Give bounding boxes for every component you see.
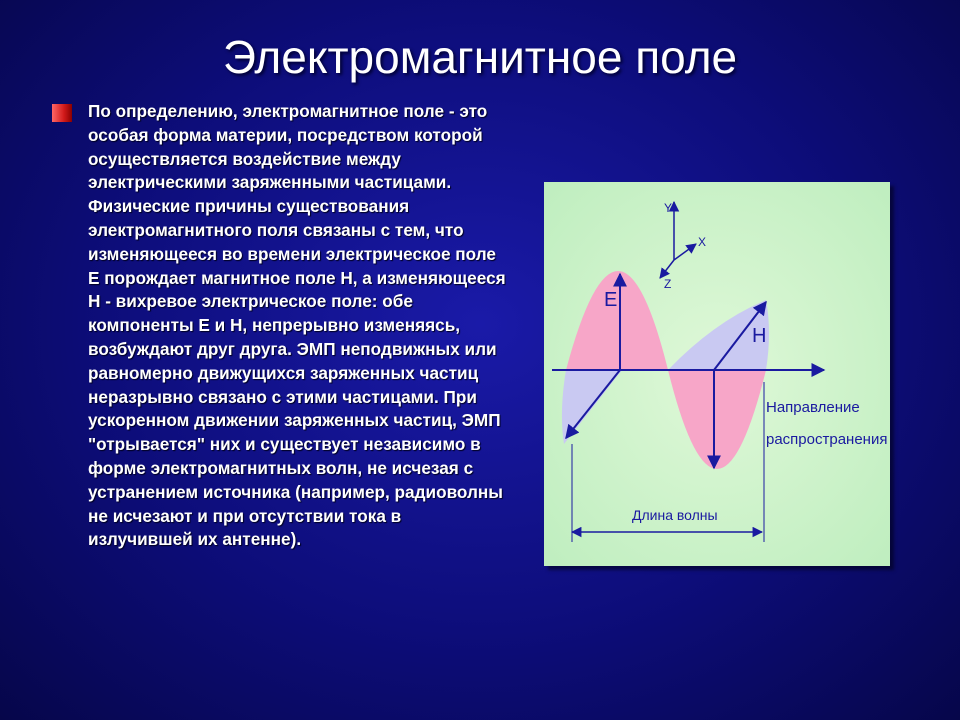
direction-label-line1: Направление	[766, 399, 860, 416]
h-label: H	[752, 325, 767, 347]
em-wave-diagram	[544, 182, 890, 566]
bullet-square-icon	[52, 104, 72, 122]
axis-x-label: X	[698, 235, 707, 249]
e-label: E	[604, 289, 618, 311]
wavelength-label: Длина волны	[632, 507, 718, 523]
slide-body-text: По определению, электромагнитное поле - это особая форма материи, посредством которой осуществляется воздействие между электрическими заряженными частицами. Физические причины существования электромагнитного поля связаны с тем, что изменяющееся во времени электрическое поле E порождает магнитное поле H, а изменяющееся H - вихревое электрическое поле: обе компоненты E и H, непрерывно изменяясь, возбуждают друг друга. ЭМП неподвижных или равномерно движущихся заряженных частиц неразрывно связано с этими частицами. При ускоренном движении заряженных частиц, ЭМП "отрывается" них и существует независимо в форме электромагнитных волн, не исчезая с устранением источника (например, радиоволны не исчезают и при отсутствии тока в излучившей их антенне).	[88, 101, 506, 550]
axis-z-label: Z	[664, 277, 672, 291]
slide-title: Электромагнитное поле	[222, 31, 738, 83]
direction-label-line2: распространения	[766, 431, 888, 448]
axis-y-label: Y	[664, 201, 673, 215]
